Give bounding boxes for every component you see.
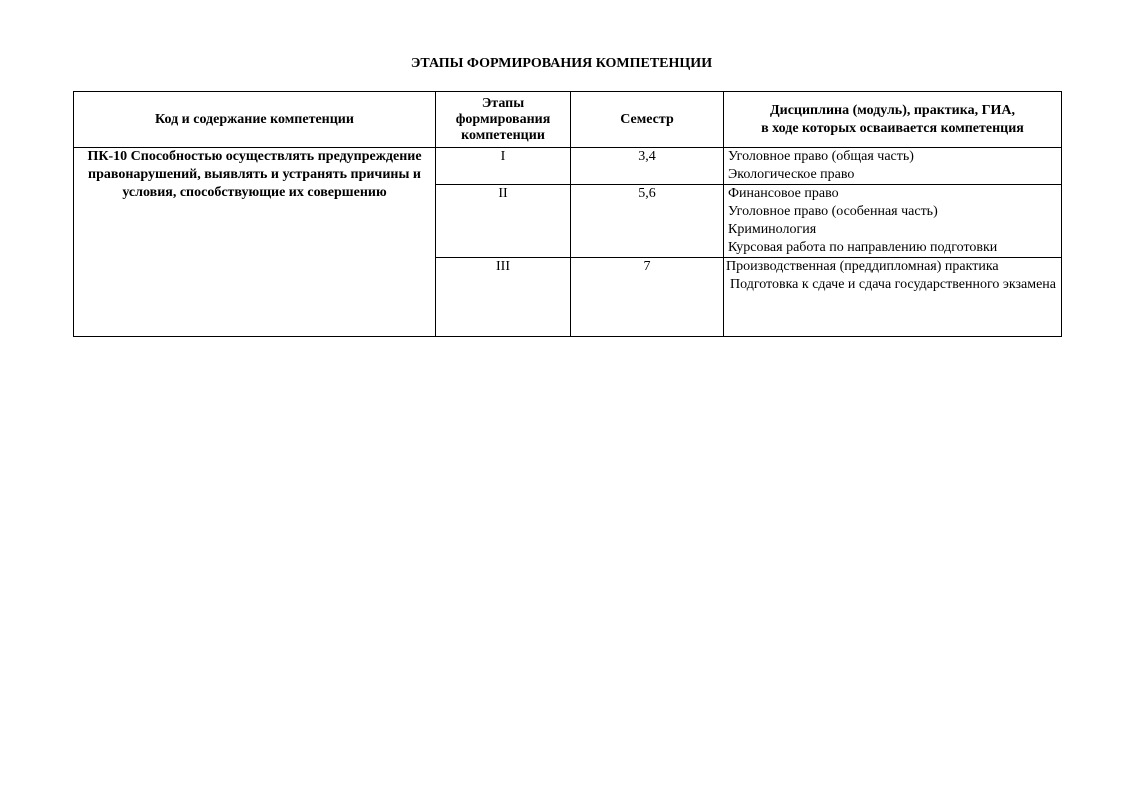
discipline-item: Производственная (преддипломная) практика <box>726 259 999 274</box>
document-title: ЭТАПЫ ФОРМИРОВАНИЯ КОМПЕТЕНЦИИ <box>410 56 713 71</box>
header-discipline-line1: Дисциплина (модуль), практика, ГИА, <box>770 102 1015 118</box>
discipline-item: Курсовая работа по направлению подготовки <box>728 240 998 255</box>
competence-cell: ПК-10 Способностью осуществлять предупреждение правонарушений, выявлять и устранять причины и условия, способствующие их совершению <box>74 148 436 337</box>
stage-cell: II <box>436 185 571 258</box>
discipline-item: Уголовное право (общая часть) <box>728 149 914 164</box>
discipline-item: Экологическое право <box>728 167 855 182</box>
discipline-cell <box>724 185 1062 258</box>
competence-stages-table <box>73 91 1062 337</box>
discipline-item: Финансовое право <box>728 186 839 201</box>
discipline-item: Криминология <box>728 222 817 237</box>
semester-cell: 3,4 <box>571 148 724 185</box>
table-row <box>74 148 1062 185</box>
semester-cell: 7 <box>571 258 724 337</box>
stage-cell: III <box>436 258 571 337</box>
stage-cell: I <box>436 148 571 185</box>
header-stages: Этапы формирования компетенции <box>436 92 571 148</box>
header-discipline-line2: в ходе которых осваивается компетенция <box>761 120 1024 136</box>
header-discipline <box>724 92 1062 148</box>
discipline-cell <box>724 258 1062 337</box>
discipline-item: Подготовка к сдаче и сдача государственного экзамена <box>730 277 1056 292</box>
header-row <box>74 92 1062 148</box>
header-code: Код и содержание компетенции <box>74 92 436 148</box>
discipline-cell <box>724 148 1062 185</box>
semester-cell: 5,6 <box>571 185 724 258</box>
header-semester: Семестр <box>571 92 724 148</box>
discipline-item: Уголовное право (особенная часть) <box>728 204 938 219</box>
